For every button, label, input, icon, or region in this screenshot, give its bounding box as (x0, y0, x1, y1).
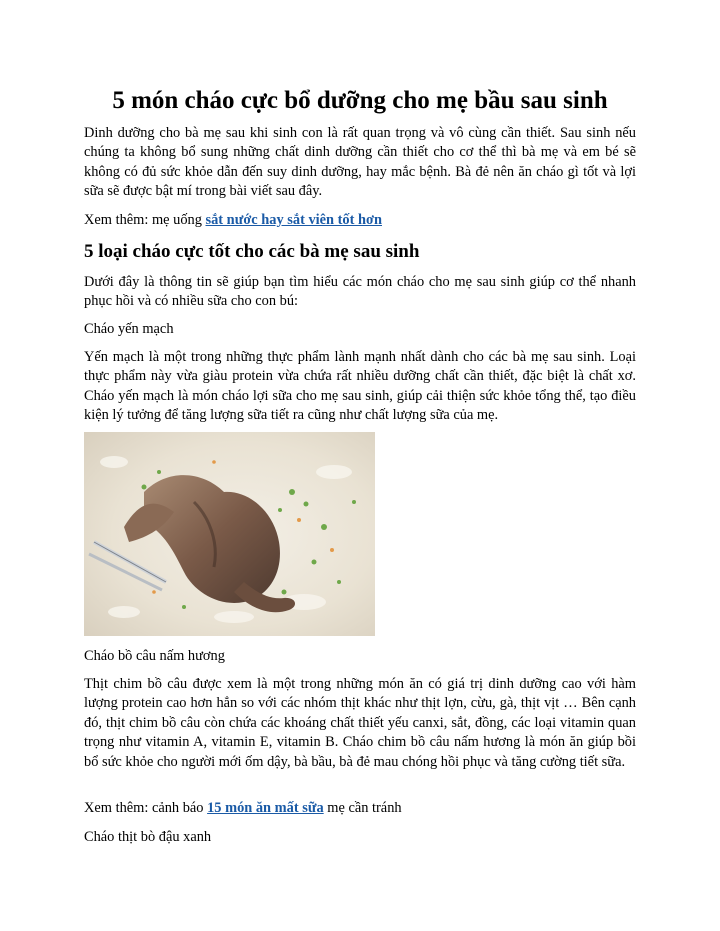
see-more-line-1 (84, 211, 636, 230)
pigeon-porridge-photo (84, 432, 375, 636)
intro-paragraph: Dinh dưỡng cho bà mẹ sau khi sinh con là rất quan trọng và vô cùng cần thiết. Sau sinh nếu chúng ta không bổ sung những chất dinh dưỡng cần thiết cho cơ thể thì bà mẹ và em bé sẽ không có đủ sức khỏe dẫn đến suy dinh dưỡng, hay mắc bệnh. Bà đẻ nên ăn cháo gì tốt và lợi sữa sẽ được bật mí trong bài viết sau đây. (84, 125, 636, 200)
see-more-prefix: Xem thêm: cảnh báo (84, 800, 208, 816)
see-more-suffix: mẹ cần tránh (323, 800, 402, 816)
iron-supplement-link[interactable]: sắt nước hay sắt viên tốt hơn (205, 212, 382, 228)
see-more-prefix: Xem thêm: mẹ uống (84, 212, 206, 228)
dish-oatmeal-title: Cháo yến mạch (84, 321, 174, 337)
dish-pigeon-description: Thịt chim bồ câu được xem là một trong những món ăn có giá trị dinh dưỡng cao với hàm lượng protein cao hơn hẳn so với các nhóm thịt khác như thịt lợn, cừu, gà, thịt vịt … Bên cạnh đó, thịt chim bồ câu còn chứa các khoáng chất thiết yếu canxi, sắt, đồng, các loại vitamin quan trọng như vitamin A, vitamin E, vitamin B. Cháo chim bồ câu nấm hương là món ăn giúp bồi bổ sức khỏe cho người mới ốm dậy, bà bầu, bà đẻ mau chóng hồi phục và tăng cường tiết sữa. (84, 676, 636, 770)
section-heading: 5 loại cháo cực tốt cho các bà mẹ sau sinh (84, 241, 420, 262)
see-more-line-2 (84, 799, 636, 818)
dish-beef-title: Cháo thịt bò đậu xanh (84, 829, 212, 845)
dish-pigeon-title: Cháo bồ câu nấm hương (84, 648, 225, 664)
page-title: 5 món cháo cực bổ dưỡng cho mẹ bầu sau sinh (112, 87, 608, 114)
dish-oatmeal-description: Yến mạch là một trong những thực phẩm lành mạnh nhất dành cho các bà mẹ sau sinh. Loại thực phẩm này vừa giàu protein vừa chứa rất nhiều dưỡng chất cần thiết, đặc biệt là chất xơ. Cháo yến mạch là món cháo lợi sữa cho mẹ sau sinh, giúp cải thiện sức khỏe tổng thể, tạo điều kiện lý tưởng để tăng lượng sữa tiết ra cũng như chất lượng sữa của mẹ. (84, 349, 636, 424)
milk-loss-foods-link[interactable]: 15 món ăn mất sữa (207, 800, 324, 816)
section-intro-paragraph: Dưới đây là thông tin sẽ giúp bạn tìm hiểu các món cháo cho mẹ sau sinh giúp cơ thể nhanh phục hồi và có nhiều sữa cho con bú: (84, 274, 636, 310)
